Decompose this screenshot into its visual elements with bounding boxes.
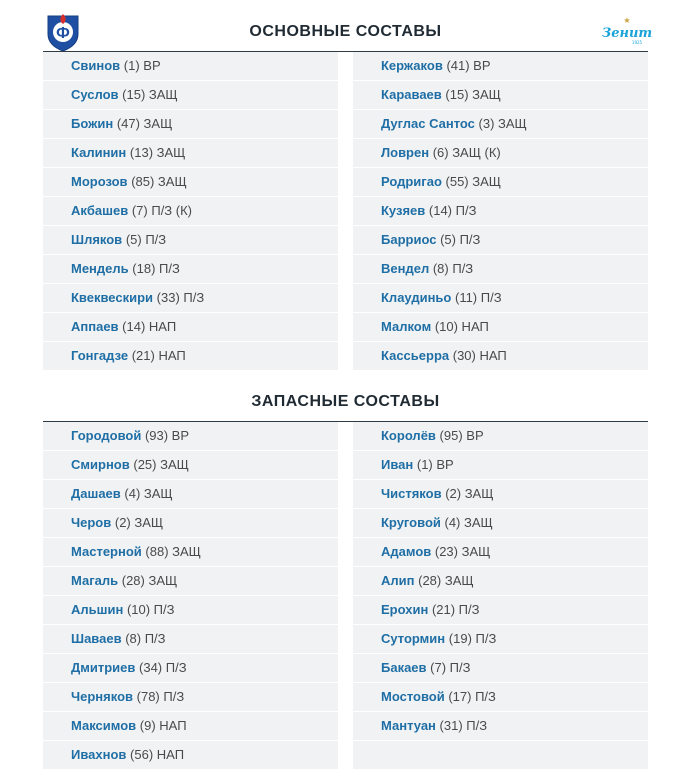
player-number-position: (33) П/З (156, 290, 205, 305)
player-name-link[interactable]: Шляков (71, 232, 123, 247)
player-name-link[interactable]: Вендел (381, 261, 430, 276)
player-row (353, 313, 648, 342)
player-name-link[interactable]: Смирнов (71, 457, 130, 472)
player-name-link[interactable]: Дуглас Сантос (381, 116, 475, 131)
starting-title: ОСНОВНЫЕ СОСТАВЫ (249, 23, 442, 40)
player-name-link[interactable]: Мендель (71, 261, 129, 276)
player-name-link[interactable]: Кассьерра (381, 348, 450, 363)
player-number-position: (28) ЗАЩ (121, 573, 178, 588)
player-number-position: (17) П/З (448, 689, 496, 704)
empty-row (353, 741, 648, 770)
player-number-position: (34) П/З (139, 660, 187, 675)
player-number-position: (78) П/З (136, 689, 185, 704)
player-row (353, 567, 648, 596)
player-number-position: (85) ЗАЩ (131, 174, 187, 189)
player-name-link[interactable]: Малком (381, 319, 432, 334)
player-name-link[interactable]: Дашаев (71, 486, 121, 501)
player-number-position: (5) П/З (440, 232, 481, 247)
player-number-position: (23) ЗАЩ (434, 544, 491, 559)
player-row (353, 81, 648, 110)
player-row (43, 168, 338, 197)
player-row (353, 284, 648, 313)
player-number-position: (15) ЗАЩ (122, 87, 178, 102)
player-name-link[interactable]: Иван (381, 457, 414, 472)
player-name-link[interactable]: Бакаев (381, 660, 427, 675)
player-name-link[interactable]: Акбашев (71, 203, 129, 218)
player-name-link[interactable]: Черняков (71, 689, 134, 704)
player-row (43, 683, 338, 712)
player-row (43, 139, 338, 168)
player-row (353, 110, 648, 139)
player-name-link[interactable]: Алип (381, 573, 415, 588)
player-number-position: (9) НАП (139, 718, 187, 733)
player-number-position: (11) П/З (454, 290, 502, 305)
player-row (43, 625, 338, 654)
subs-title: ЗАПАСНЫЕ СОСТАВЫ (251, 393, 440, 410)
player-name-link[interactable]: Кузяев (381, 203, 426, 218)
starting-home-list (43, 52, 338, 371)
player-name-link[interactable]: Королёв (381, 428, 436, 443)
player-row (43, 255, 338, 284)
player-name-link[interactable]: Адамов (381, 544, 432, 559)
player-name-link[interactable]: Калинин (71, 145, 127, 160)
player-row (353, 480, 648, 509)
player-name-link[interactable]: Магаль (71, 573, 119, 588)
player-name-link[interactable]: Сутормин (381, 631, 446, 646)
player-row (43, 197, 338, 226)
player-row (353, 596, 648, 625)
player-name-link[interactable]: Клаудиньо (381, 290, 452, 305)
player-name-link[interactable]: Максимов (71, 718, 137, 733)
zenit-logo (601, 16, 653, 46)
player-row (43, 110, 338, 139)
player-number-position: (30) НАП (452, 348, 507, 363)
player-name-link[interactable]: Барриос (381, 232, 437, 247)
svg-text:1925: 1925 (631, 40, 643, 45)
player-name-link[interactable]: Кержаков (381, 58, 443, 73)
player-number-position: (14) НАП (122, 319, 177, 334)
player-row (43, 596, 338, 625)
player-number-position: (88) ЗАЩ (145, 544, 201, 559)
player-name-link[interactable]: Мантуан (381, 718, 436, 733)
player-row (43, 509, 338, 538)
svg-text:Ф: Ф (56, 25, 70, 42)
player-row (43, 712, 338, 741)
player-number-position: (1) ВР (416, 457, 454, 472)
subs-away-list (353, 422, 648, 770)
player-name-link[interactable]: Ивахнов (71, 747, 127, 762)
player-number-position: (7) П/З (430, 660, 471, 675)
player-number-position: (21) НАП (131, 348, 186, 363)
player-number-position: (55) ЗАЩ (445, 174, 501, 189)
player-row (353, 226, 648, 255)
player-name-link[interactable]: Круговой (381, 515, 441, 530)
starting-away-list (353, 52, 648, 371)
player-number-position: (8) П/З (125, 631, 166, 646)
player-row (353, 197, 648, 226)
player-name-link[interactable]: Мастерной (71, 544, 142, 559)
player-row (43, 284, 338, 313)
player-name-link[interactable]: Городовой (71, 428, 142, 443)
subs-header (43, 386, 648, 422)
player-name-link[interactable]: Свинов (71, 58, 121, 73)
player-number-position: (14) П/З (428, 203, 477, 218)
player-number-position: (7) П/З (К) (131, 203, 192, 218)
player-name-link[interactable]: Морозов (71, 174, 128, 189)
player-number-position: (10) НАП (434, 319, 489, 334)
player-number-position: (1) ВР (123, 58, 161, 73)
player-row (43, 422, 338, 451)
player-row (353, 342, 648, 371)
player-number-position: (41) ВР (446, 58, 491, 73)
player-row (43, 538, 338, 567)
player-row (353, 52, 648, 81)
player-row (43, 451, 338, 480)
player-number-position: (6) ЗАЩ (К) (432, 145, 501, 160)
player-row (353, 451, 648, 480)
player-row (43, 480, 338, 509)
player-row (353, 255, 648, 284)
player-row (353, 168, 648, 197)
player-row (353, 538, 648, 567)
player-row (353, 509, 648, 538)
player-row (43, 342, 338, 371)
player-row (43, 654, 338, 683)
zenit-logo-text: Зенит (601, 26, 653, 41)
player-name-link[interactable]: Чистяков (381, 486, 442, 501)
player-number-position: (13) ЗАЩ (129, 145, 186, 160)
player-number-position: (21) П/З (431, 602, 480, 617)
player-number-position: (93) ВР (144, 428, 190, 443)
svg-text:★: ★ (623, 16, 631, 25)
player-name-link[interactable]: Караваев (381, 87, 442, 102)
player-number-position: (2) ЗАЩ (114, 515, 164, 530)
player-name-link[interactable]: Суслов (71, 87, 119, 102)
player-row (353, 625, 648, 654)
player-number-position: (31) П/З (439, 718, 488, 733)
player-name-link[interactable]: Альшин (71, 602, 124, 617)
player-number-position: (25) ЗАЩ (133, 457, 189, 472)
player-name-link[interactable]: Шаваев (71, 631, 122, 646)
player-row (353, 654, 648, 683)
player-number-position: (8) П/З (432, 261, 474, 276)
player-number-position: (4) ЗАЩ (124, 486, 173, 501)
player-row (353, 139, 648, 168)
player-number-position: (4) ЗАЩ (444, 515, 493, 530)
player-name-link[interactable]: Ловрен (381, 145, 430, 160)
player-row (43, 52, 338, 81)
player-row (43, 81, 338, 110)
player-row (353, 712, 648, 741)
player-name-link[interactable]: Гонгадзе (71, 348, 129, 363)
player-number-position: (15) ЗАЩ (445, 87, 501, 102)
player-row (43, 226, 338, 255)
player-name-link[interactable]: Аппаев (71, 319, 119, 334)
subs-home-list (43, 422, 338, 770)
player-row (43, 567, 338, 596)
player-number-position: (10) П/З (126, 602, 175, 617)
player-number-position: (56) НАП (130, 747, 185, 762)
starting-header (43, 16, 648, 52)
player-number-position: (95) ВР (439, 428, 484, 443)
player-name-link[interactable]: Дмитриев (71, 660, 136, 675)
player-row (353, 422, 648, 451)
player-row (43, 741, 338, 770)
player-name-link[interactable]: Родригао (381, 174, 442, 189)
player-name-link[interactable]: Божин (71, 116, 114, 131)
player-number-position: (28) ЗАЩ (418, 573, 474, 588)
player-number-position: (19) П/З (448, 631, 497, 646)
player-number-position: (2) ЗАЩ (445, 486, 494, 501)
player-name-link[interactable]: Квеквескири (71, 290, 154, 305)
player-row (43, 313, 338, 342)
player-number-position: (47) ЗАЩ (116, 116, 173, 131)
player-number-position: (3) ЗАЩ (478, 116, 527, 131)
player-row (353, 683, 648, 712)
player-name-link[interactable]: Ерохин (381, 602, 429, 617)
player-number-position: (5) П/З (125, 232, 167, 247)
player-name-link[interactable]: Мостовой (381, 689, 445, 704)
player-number-position: (18) П/З (132, 261, 180, 276)
player-name-link[interactable]: Черов (71, 515, 112, 530)
